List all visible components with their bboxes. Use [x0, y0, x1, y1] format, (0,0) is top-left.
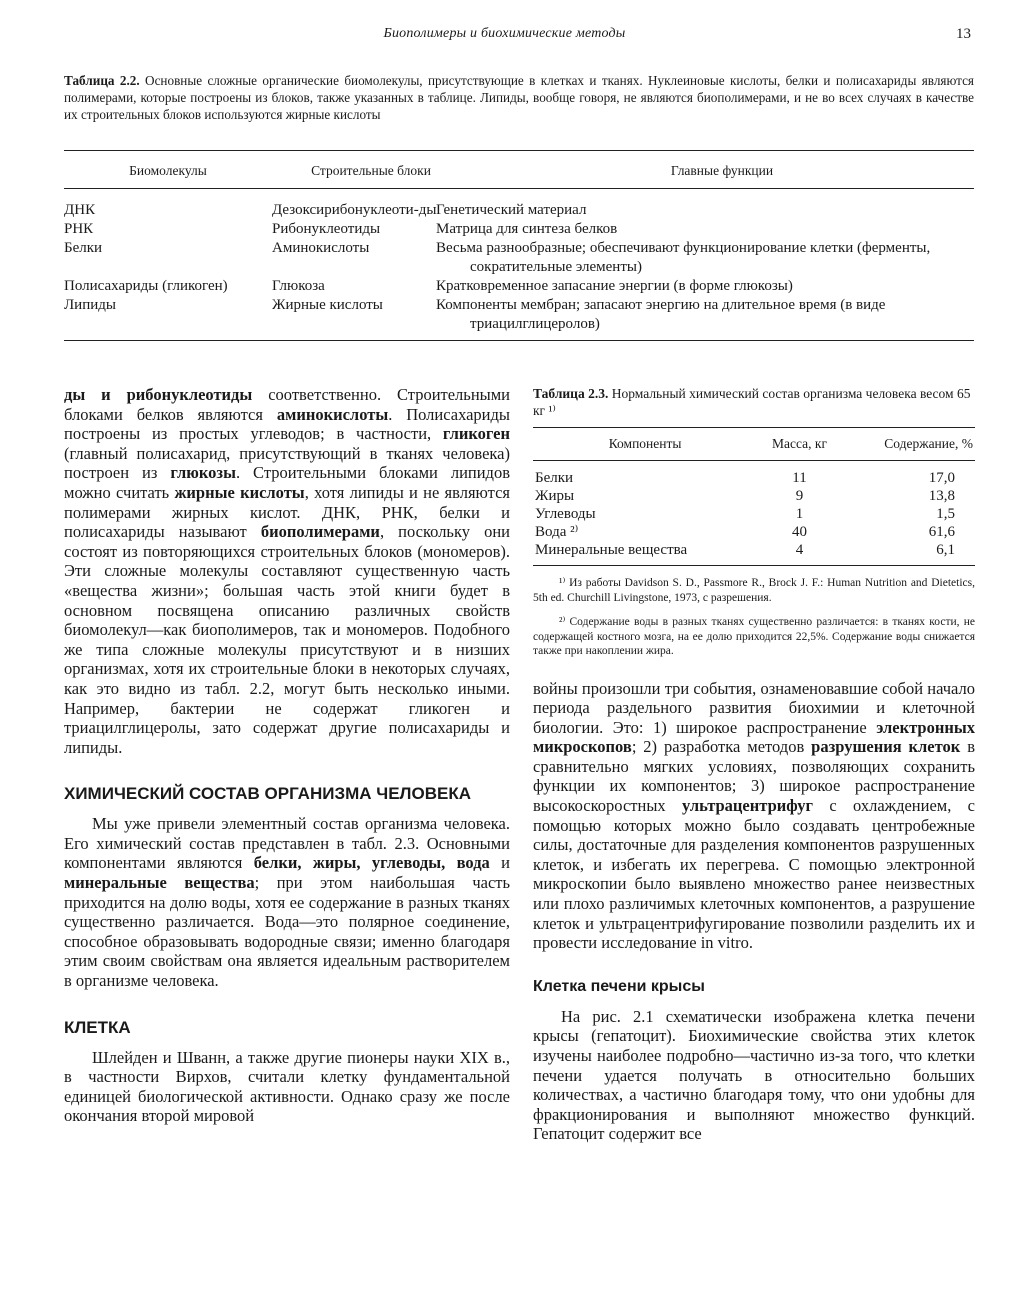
paragraph: На рис. 2.1 схематически изображена клетка печени крысы (гепатоцит). Биохимические свойства этих клеток изучены наиболее подробно—частично из-за того, что клетки печени удается получать в относительно больших количествах, а частично благодаря тому, что они удобны для фракционирования и выполняют множество функций. Гепатоцит содержит все — [533, 1006, 975, 1144]
text-run: в сравнительно мягких условиях, позволяющих сохранить функции их компонентов; 3) широкое распространение высокоскоростных — [533, 737, 975, 816]
table-row — [64, 277, 974, 296]
keyword: минеральные вещества — [64, 873, 255, 893]
section-heading-cell: КЛЕТКА — [64, 1017, 131, 1037]
table-cell-function: Весьма разнообразные; обеспечивают функционирование клетки (ферменты, сократительные элементы) — [436, 240, 931, 275]
table-cell-function: Матрица для синтеза белков — [436, 221, 618, 237]
keyword: ды и рибонуклеотиды — [64, 385, 253, 404]
table-2-2 — [64, 150, 974, 341]
table-row — [533, 541, 975, 566]
text-run: . Строительными блоками липидов можно считать — [64, 463, 510, 502]
text-run: , поскольку они состоят из повторяющихся строительных блоков (мономеров). Эти сложные молекулы составляют существенную часть «вещества жизни»; большая часть этой книги будет в основном посвящена описанию различных свойств биомолекул—как биополимеров, так и мономеров. Подобного же типа сложные молекулы присутствуют и в низших организмах, хотя их строительные блоки в некоторых случаях, как это видно из табл. 2.2, могут быть несколько иными. Например, бактерии не содержат гликоген и триацилглицеролы, зато содержат другие полисахариды и липиды. — [64, 522, 511, 757]
table-2-3-label: Таблица 2.3. — [533, 386, 609, 401]
table-cell-percent: 17,0 — [928, 470, 955, 486]
table-cell-percent: 13,8 — [928, 488, 955, 504]
table-row — [533, 505, 975, 523]
table-2-2-caption-text: Основные сложные органические биомолекулы, присутствующие в клетках и тканях. Нуклеиновые кислоты, белки и полисахариды являются полимерами, которые построены из блоков, также указанных в таблице. Липиды, вообще говоря, не являются биополимерами, и не во всех случаях в качестве их строительных блоков используются жирные кислоты — [64, 73, 974, 122]
table-row — [533, 461, 975, 488]
table-2-3-caption — [533, 385, 975, 419]
table-cell-blocks: Аминокислоты — [272, 240, 370, 256]
table-2-3-header-mass: Масса, кг — [757, 428, 842, 461]
table-cell-blocks: Рибонуклеотиды — [272, 221, 381, 237]
paragraph — [64, 814, 510, 990]
table-cell-function: Генетический материал — [436, 202, 587, 218]
table-2-2-caption — [64, 72, 974, 123]
page-number: 13 — [956, 26, 971, 42]
table-cell-blocks: Дезоксирибонуклеоти-ды — [272, 202, 437, 218]
table-2-3-header-components: Компоненты — [533, 428, 757, 461]
table-cell-blocks: Глюкоза — [272, 278, 325, 294]
running-head: Биополимеры и биохимические методы — [383, 26, 626, 41]
table-cell-component: Минеральные вещества — [533, 541, 757, 566]
table-cell-molecule: Полисахариды (гликоген) — [64, 278, 228, 294]
keyword: жирные кислоты — [174, 482, 305, 502]
table-cell-mass: 4 — [757, 541, 842, 566]
table-2-2-header-molecules: Биомолекулы — [64, 151, 272, 189]
section-heading-rat-liver-cell: Клетка печени крысы — [533, 977, 705, 995]
text-run: соответственно. Строительными блоками белков являются — [64, 385, 511, 424]
table-cell-molecule: Липиды — [64, 296, 272, 341]
table-cell-function: Кратковременное запасание энергии (в форме глюкозы) — [436, 278, 793, 294]
keyword: аминокислоты — [276, 404, 389, 424]
table-row — [533, 523, 975, 541]
column-spacer — [533, 659, 975, 679]
table-cell-component: Жиры — [535, 488, 575, 504]
table-cell-component: Вода ²⁾ — [535, 524, 579, 540]
table-2-2-header-blocks: Строительные блоки — [272, 151, 470, 189]
table-cell-percent: 61,6 — [928, 524, 955, 540]
keyword: электронных микроскопов — [533, 717, 975, 757]
keyword: глюкозы — [170, 463, 236, 483]
section-heading-chemical-composition: ХИМИЧЕСКИЙ СОСТАВ ОРГАНИЗМА ЧЕЛОВЕКА — [64, 784, 471, 804]
table-cell-mass: 40 — [792, 524, 808, 540]
table-cell-percent: 1,5 — [936, 506, 955, 522]
table-row — [64, 220, 974, 239]
table-2-2-label: Таблица 2.2. — [64, 73, 140, 88]
text-run: с охлаждением, с помощью которых можно было создавать центробежные силы, достаточные для разделения компонентов разрушенных клеток, и избегать их перегрева. С помощью электронной микроскопии было выявлено множество ранее неизвестных или плохо различимых клеточных компонентов, а разрушение клеток и ультрацентрифугирование позволили разделить их и провести исследование in vitro. — [533, 796, 975, 953]
keyword: ультрацентрифуг — [682, 796, 814, 816]
table-cell-molecule: РНК — [64, 221, 94, 237]
table-cell-component: Углеводы — [535, 506, 596, 522]
table-cell-molecule: ДНК — [64, 202, 96, 218]
paragraph: Шлейден и Шванн, а также другие пионеры науки XIX в., в частности Вирхов, считали клетку фундаментальной единицей биологической активности. Однако сразу же после окончания второй мировой — [64, 1047, 510, 1126]
table-row — [64, 296, 974, 341]
table-row — [64, 189, 974, 221]
text-run: войны произошли три события, ознаменовавшие собой начало периода раздельного развития биохимии и клеточной биологии. Это: 1) широкое распространение — [533, 678, 975, 737]
table-cell-molecule: Белки — [64, 240, 103, 256]
text-run: Мы уже привели элементный состав организма человека. Его химический состав представлен в табл. 2.3. Основными компонентами являются — [64, 814, 510, 873]
text-run: ; 2) разработка методов — [631, 737, 812, 757]
table-2-3-footnote-2: ²⁾ Содержание воды в разных тканях существенно различается: в тканях кости, не содержащей костного мозга, на ее долю приходится 22,5%. Содержание воды снижается также при накоплении жира. — [533, 616, 975, 657]
table-2-3-header-percent: Содержание, % — [842, 428, 975, 461]
keyword: белки, жиры, углеводы, вода — [253, 853, 490, 873]
text-run: . Полисахариды построены из простых углеводов; в частности, — [64, 404, 510, 444]
table-cell-mass: 9 — [795, 488, 804, 504]
text-run: ; при этом наибольшая часть приходится на долю воды, хотя ее содержание в разных тканях существенно различается. Вода—это полярное соединение, способное образовывать водородные связи; именно благодаря этим своим свойствам она является идеальным растворителем в организме человека. — [64, 873, 511, 991]
table-row — [533, 487, 975, 505]
right-column — [533, 385, 975, 1144]
text-run: , хотя липиды и не являются полимерами жирных кислот. ДНК, РНК, белки и полисахариды называют — [64, 482, 510, 542]
table-2-3-footnote-1: ¹⁾ Из работы Davidson S. D., Passmore R., Brock J. F.: Human Nutrition and Dietetics, 5th ed. Churchill Livingstone, 1973, с разрешения. — [533, 577, 975, 604]
table-2-2-header-functions: Главные функции — [470, 151, 974, 189]
table-cell-blocks: Жирные кислоты — [272, 296, 470, 341]
keyword: разрушения клеток — [811, 737, 961, 757]
keyword: биополимерами — [260, 522, 380, 542]
table-row — [64, 239, 974, 277]
left-column — [64, 385, 510, 1126]
paragraph — [64, 385, 510, 757]
text-run: и — [489, 853, 510, 873]
table-cell-percent: 6,1 — [842, 541, 975, 566]
text-run: (главный полисахарид, присутствующий в тканях человека) построен из — [64, 443, 510, 483]
table-2-3-caption-text: Нормальный химический состав организма человека весом 65 кг ¹⁾ — [533, 386, 971, 418]
table-cell-mass: 11 — [792, 470, 807, 486]
table-cell-mass: 1 — [795, 506, 804, 522]
table-cell-function: Компоненты мембран; запасают энергию на длительное время (в виде триацилглицеролов) — [470, 296, 974, 341]
keyword: гликоген — [442, 424, 510, 444]
table-cell-component: Белки — [535, 470, 574, 486]
table-2-3 — [533, 427, 975, 566]
paragraph — [533, 679, 975, 953]
